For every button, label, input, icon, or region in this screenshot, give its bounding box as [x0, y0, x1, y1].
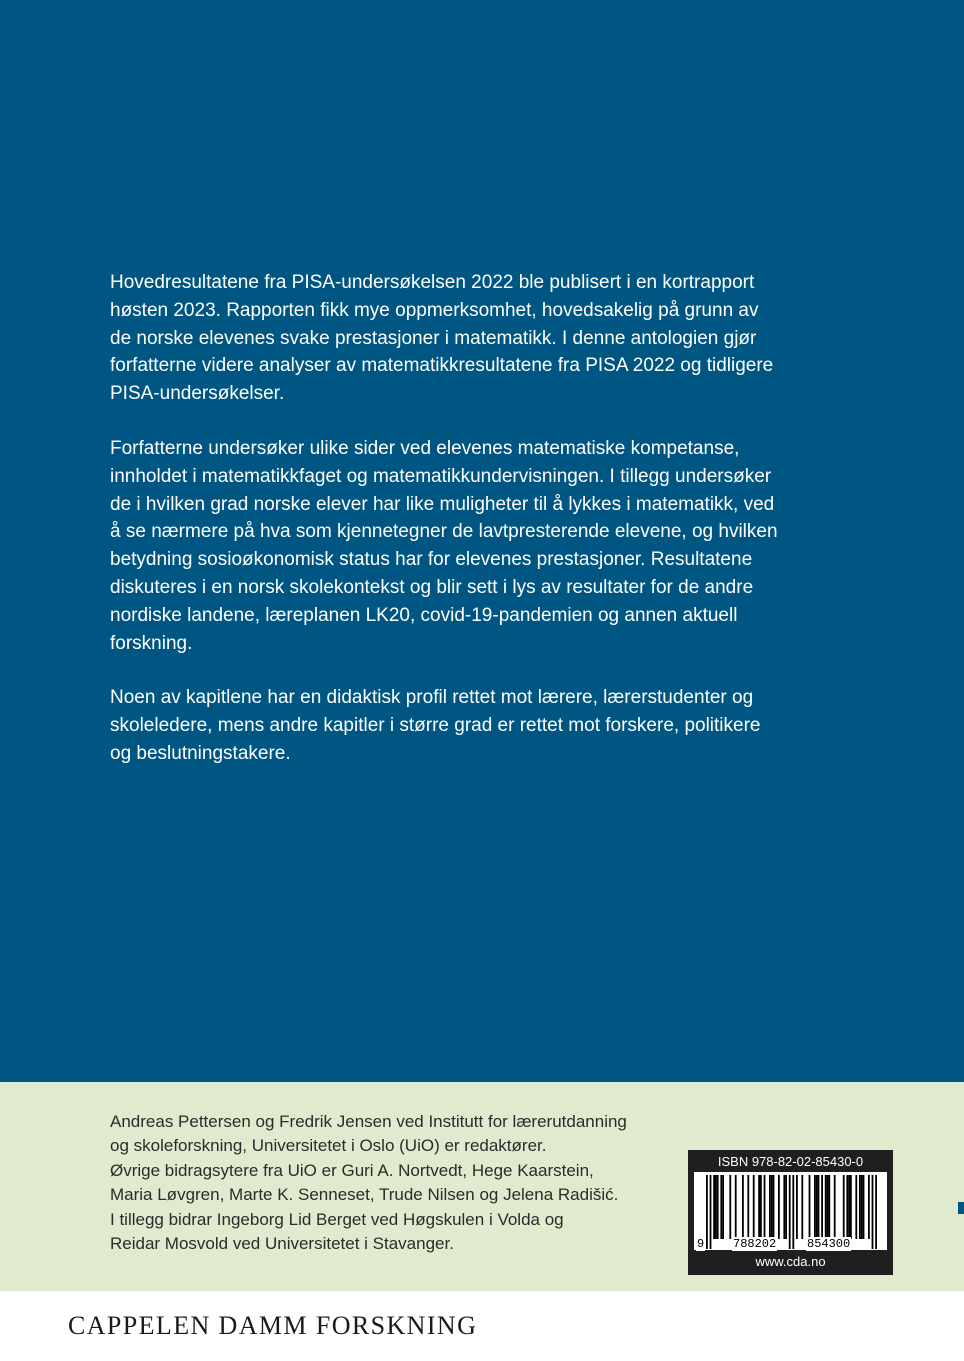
barcode-bar: [821, 1175, 823, 1239]
barcode-bar: [785, 1175, 787, 1239]
credits-line: I tillegg bidrar Ingeborg Lid Berget ved Høgskulen i Volda og: [110, 1209, 564, 1229]
barcode-bar: [855, 1175, 857, 1239]
credits-line: Reidar Mosvold ved Universitetet i Stavanger.: [110, 1234, 454, 1254]
description-paragraph-2: Forfatterne undersøker ulike sider ved elevenes matematiske kompetanse, innholdet i matematikkfaget og matematikkundervisningen. I tillegg undersøker de i hvilken grad norske elever har like muligheter til å lykkes i matematikk, ved å se nærmere på hva som kjennetegner de lavtpresterende elevene, og hvilken betydning sosioøkonomisk status har for elevenes prestasjoner. Resultatene diskuteres i en norsk skolekontekst og blir sett i lys av resultater for de andre nordiske landene, læreplanen LK20, covid-19-pandemien og annen aktuell forskning.: [110, 437, 778, 654]
description-text: [110, 269, 782, 768]
barcode-bar: [715, 1175, 717, 1239]
barcode-bar: [818, 1175, 820, 1239]
barcode-bar: [848, 1175, 850, 1239]
barcode-bar: [783, 1175, 785, 1239]
publisher-logo: CAPPELEN DAMM FORSKNING: [68, 1311, 478, 1340]
barcode-bar: [720, 1175, 722, 1239]
barcode-bar: [850, 1175, 852, 1239]
barcode-digits-right: 854300: [807, 1237, 851, 1251]
barcode-bar: [771, 1175, 773, 1239]
barcode-bar: [801, 1175, 803, 1239]
credits-line: Maria Løvgren, Marte K. Senneset, Trude Nilsen og Jelena Radišić.: [110, 1185, 619, 1205]
barcode-bar: [735, 1175, 737, 1239]
barcode-bar: [868, 1175, 870, 1239]
barcode-bar: [796, 1175, 798, 1239]
barcode-bar: [764, 1175, 766, 1239]
barcode-bar: [729, 1175, 731, 1239]
barcode-bar: [753, 1175, 755, 1239]
contributors-credits: [110, 1110, 670, 1256]
credits-line: og skoleforskning, Universitetet i Oslo (UiO) er redaktører.: [110, 1136, 547, 1156]
barcode-bar: [863, 1175, 865, 1239]
isbn-label: ISBN 978-82-02-85430-0: [717, 1154, 864, 1169]
barcode-bar: [773, 1175, 775, 1239]
publisher-url: www.cda.no: [755, 1254, 826, 1269]
barcode-bar: [828, 1175, 830, 1239]
barcode-bar: [809, 1175, 811, 1239]
description-paragraph-1: Hovedresultatene fra PISA-undersøkelsen 2022 ble publisert i en kortrapport høsten 2023. Rapporten fikk mye oppmerksomhet, hovedsakelig på grunn av de norske elevenes svake prestasjoner i matematikk. I denne antologien gjør forfatterne videre analyser av matematikkresultatene fra PISA 2022 og tidligere PISA-undersøkelser.: [110, 272, 774, 405]
barcode-digits-left: 788202: [733, 1237, 777, 1251]
barcode-bar: [827, 1175, 829, 1239]
barcode-bar: [846, 1175, 848, 1239]
isbn-barcode-block: [688, 1150, 893, 1275]
credits-line: Øvrige bidragsytere fra UiO er Guri A. Nortvedt, Hege Kaarstein,: [110, 1160, 594, 1180]
barcode-bar: [816, 1175, 818, 1239]
description-paragraph-3: Noen av kapitlene har en didaktisk profil rettet mot lærere, lærerstudenter og skoleledere, mens andre kapitler i større grad er rettet mot forskere, politikere og beslutningstakere.: [110, 687, 761, 764]
barcode-bar: [834, 1175, 836, 1239]
barcode-bar: [769, 1175, 771, 1239]
barcode-bar: [717, 1175, 719, 1239]
barcode-digits: [694, 1237, 887, 1251]
barcode-bar: [825, 1175, 827, 1239]
barcode-bar: [722, 1175, 724, 1239]
barcode-digit-first: 9: [697, 1237, 705, 1251]
barcode-bar: [861, 1175, 863, 1239]
barcode-bar: [814, 1175, 816, 1239]
barcode-bar: [747, 1175, 749, 1239]
barcode-bar: [713, 1175, 715, 1239]
credits-line: Andreas Pettersen og Fredrik Jensen ved Institutt for lærerutdanning: [110, 1112, 627, 1131]
edge-mark: [958, 1202, 964, 1214]
barcode-bar: [742, 1175, 744, 1239]
barcode-bar: [760, 1175, 762, 1239]
barcode-bar: [859, 1175, 861, 1239]
barcode-bar: [778, 1175, 780, 1239]
barcode-bar: [758, 1175, 760, 1239]
barcode-bar: [843, 1175, 845, 1239]
